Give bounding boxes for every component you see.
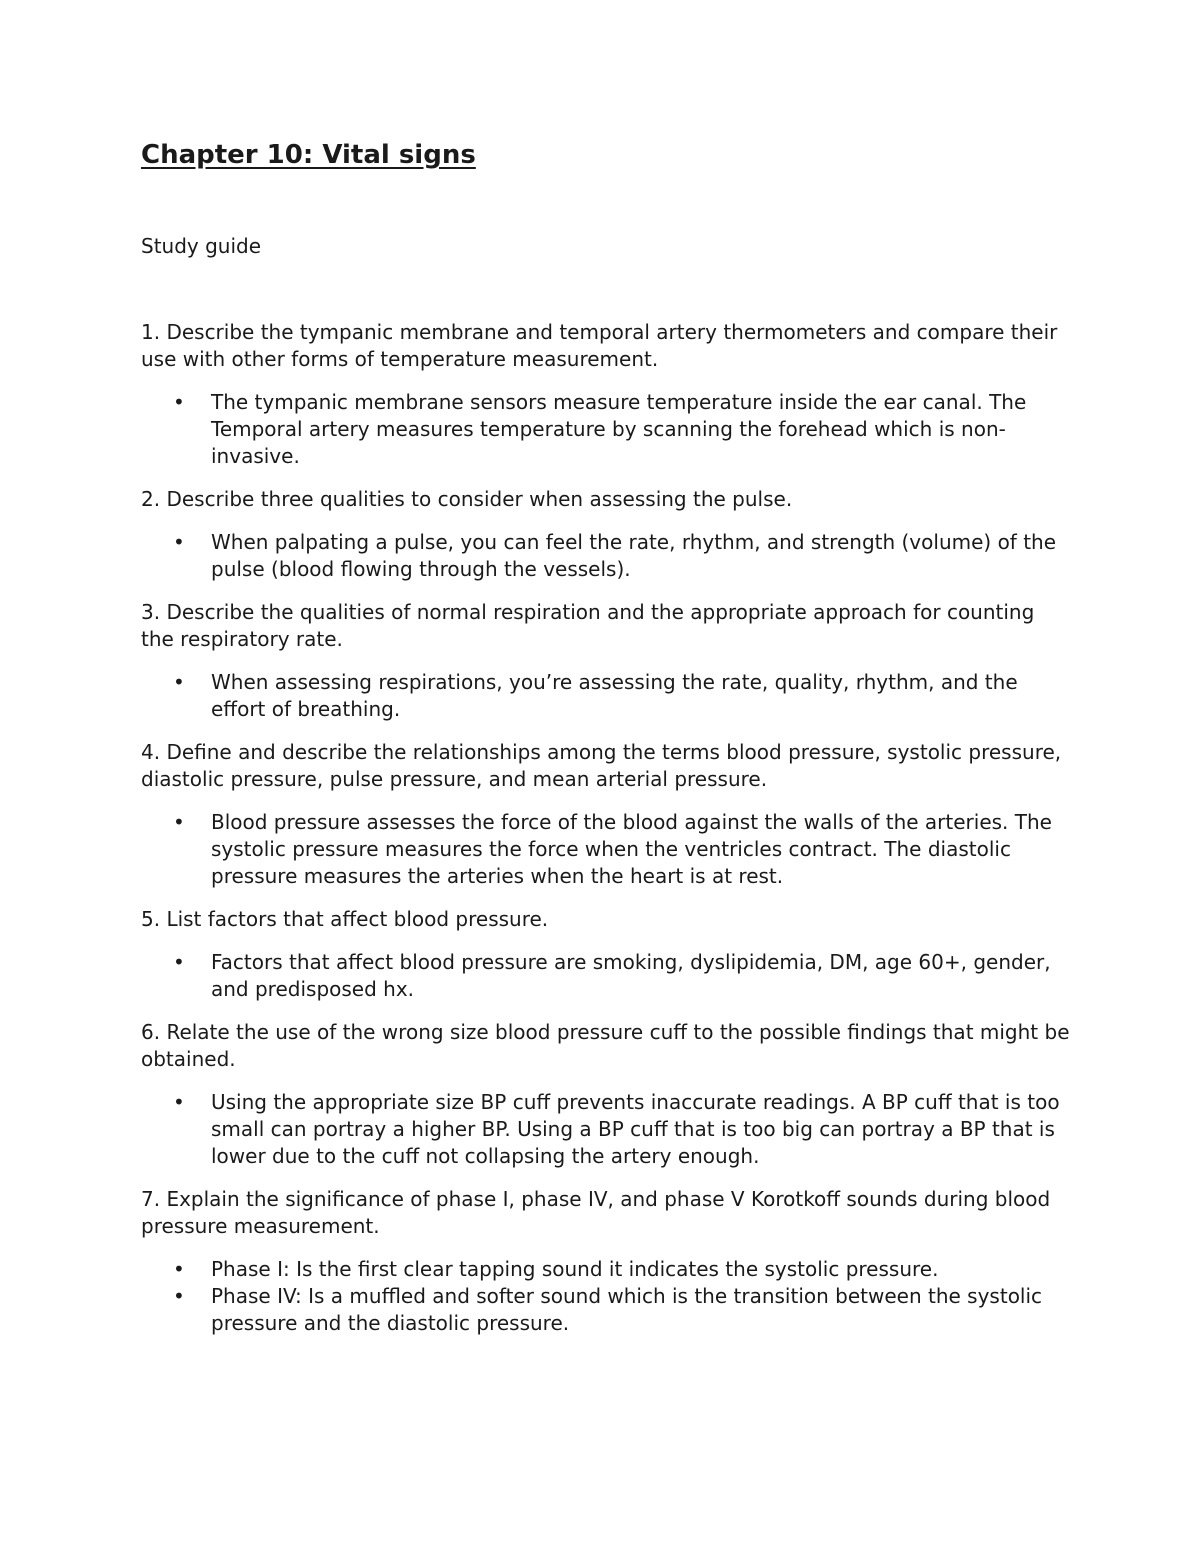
bullet-icon: • <box>173 1090 185 1114</box>
answer-list <box>141 529 1071 583</box>
question-text: 4. Define and describe the relationships among the terms blood pressure, systolic pressure, diastolic pressure, pulse pressure, and mean arterial pressure. <box>141 740 1062 791</box>
question-text: 5. List factors that affect blood pressure. <box>141 907 549 931</box>
bullet-icon: • <box>173 390 185 414</box>
answer-list <box>141 809 1071 890</box>
answer-item <box>141 1089 1071 1170</box>
answer-list <box>141 949 1071 1003</box>
document-title: Chapter 10: Vital signs <box>141 140 476 170</box>
question-block-7 <box>141 1186 1071 1337</box>
question-block-4 <box>141 739 1071 890</box>
answer-list <box>141 669 1071 723</box>
answer-item <box>141 1283 1071 1337</box>
answer-item <box>141 809 1071 890</box>
question-text: 3. Describe the qualities of normal respiration and the appropriate approach for counting the respiratory rate. <box>141 600 1035 651</box>
answer-text: The tympanic membrane sensors measure temperature inside the ear canal. The Temporal artery measures temperature by scanning the forehead which is non-invasive. <box>211 390 1027 468</box>
bullet-icon: • <box>173 1284 185 1308</box>
question-block-2 <box>141 486 1071 583</box>
answer-text: Factors that affect blood pressure are smoking, dyslipidemia, DM, age 60+, gender, and predisposed hx. <box>211 950 1051 1001</box>
answer-list <box>141 389 1071 470</box>
bullet-icon: • <box>173 670 185 694</box>
answer-text: When assessing respirations, you’re assessing the rate, quality, rhythm, and the effort of breathing. <box>211 670 1018 721</box>
answer-text: Phase I: Is the first clear tapping sound it indicates the systolic pressure. <box>211 1257 939 1281</box>
answer-item <box>141 389 1071 470</box>
answer-item <box>141 529 1071 583</box>
answer-item <box>141 1256 1071 1283</box>
answer-text: Blood pressure assesses the force of the blood against the walls of the arteries. The systolic pressure measures the force when the ventricles contract. The diastolic pressure measures the arteries when the heart is at rest. <box>211 810 1052 888</box>
bullet-icon: • <box>173 1257 185 1281</box>
document-subtitle: Study guide <box>141 234 262 258</box>
question-text: 6. Relate the use of the wrong size blood pressure cuff to the possible findings that might be obtained. <box>141 1020 1070 1071</box>
bullet-icon: • <box>173 810 185 834</box>
answer-item <box>141 949 1071 1003</box>
bullet-icon: • <box>173 950 185 974</box>
answer-text: Phase IV: Is a muffled and softer sound which is the transition between the systolic pressure and the diastolic pressure. <box>211 1284 1043 1335</box>
question-block-3 <box>141 599 1071 723</box>
answer-item <box>141 669 1071 723</box>
question-block-1 <box>141 319 1071 470</box>
question-block-5 <box>141 906 1071 1003</box>
question-text: 7. Explain the significance of phase I, phase IV, and phase V Korotkoff sounds during blood pressure measurement. <box>141 1187 1051 1238</box>
question-block-6 <box>141 1019 1071 1170</box>
answer-text: Using the appropriate size BP cuff prevents inaccurate readings. A BP cuff that is too small can portray a higher BP. Using a BP cuff that is too big can portray a BP that is lower due to the cuff not collapsing the artery enough. <box>211 1090 1060 1168</box>
answer-list <box>141 1256 1071 1337</box>
bullet-icon: • <box>173 530 185 554</box>
question-list <box>141 319 1071 1353</box>
question-text: 1. Describe the tympanic membrane and temporal artery thermometers and compare their use with other forms of temperature measurement. <box>141 320 1058 371</box>
answer-list <box>141 1089 1071 1170</box>
question-text: 2. Describe three qualities to consider when assessing the pulse. <box>141 487 793 511</box>
answer-text: When palpating a pulse, you can feel the rate, rhythm, and strength (volume) of the pulse (blood flowing through the vessels). <box>211 530 1057 581</box>
